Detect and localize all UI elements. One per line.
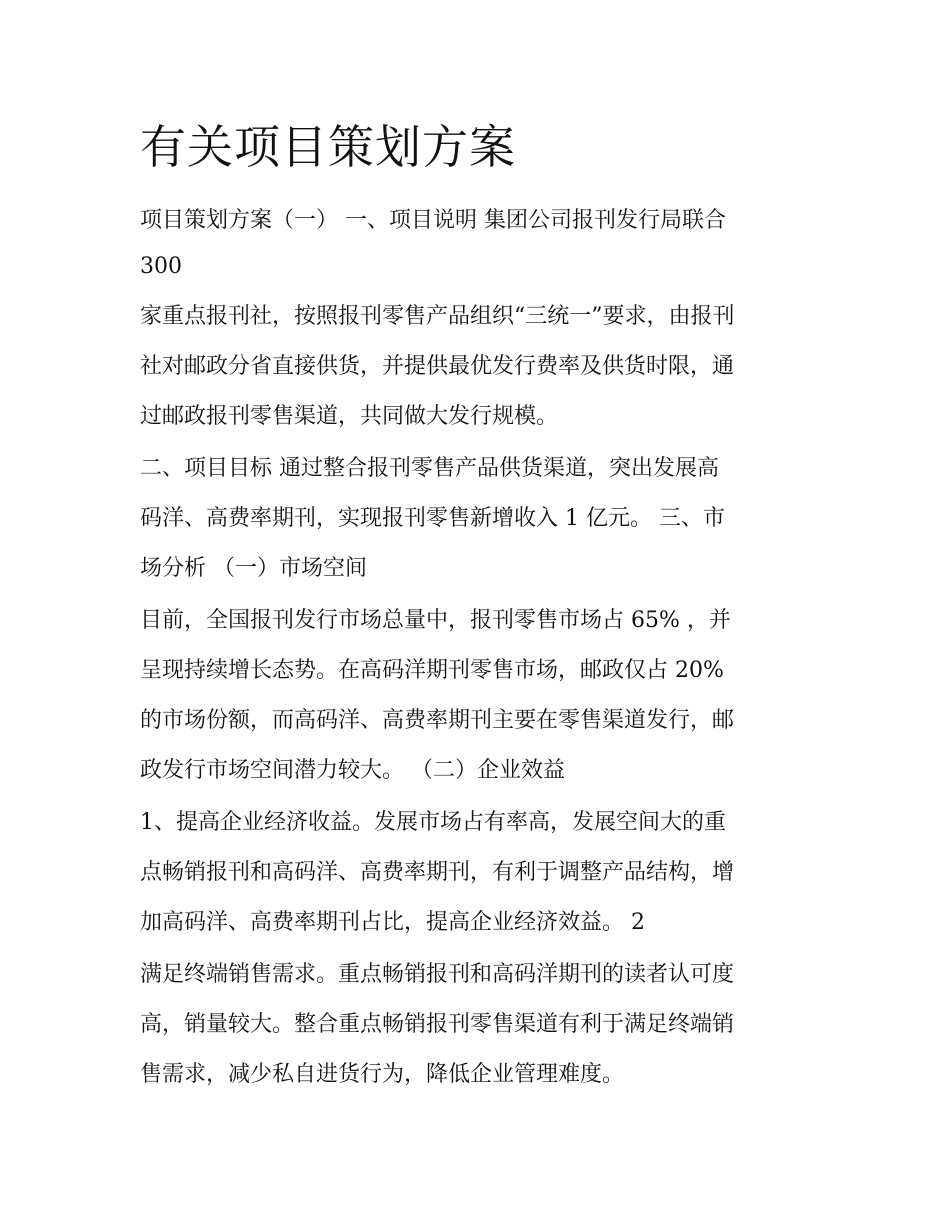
body-line: 社对邮政分省直接供货，并提供最优发行费率及供货时限，通 <box>140 354 735 379</box>
body-line: 点畅销报刊和高码洋、高费率期刊，有利于调整产品结构，增 <box>140 860 735 885</box>
body-line: 家重点报刊社，按照报刊零售产品组织“三统一”要求，由报刊 <box>140 304 735 329</box>
body-line: 300 <box>140 254 182 279</box>
body-line: 1、提高企业经济收益。发展市场占有率高，发展空间大的重 <box>140 810 726 835</box>
body-line: 项目策划方案（一） 一、项目说明 集团公司报刊发行局联合 <box>140 208 726 233</box>
body-line: 二、项目目标 通过整合报刊零售产品供货渠道，突出发展高 <box>140 456 719 481</box>
body-line: 场分析 （一）市场空间 <box>140 556 367 581</box>
body-line: 呈现持续增长态势。在高码洋期刊零售市场，邮政仅占 20% <box>140 658 724 683</box>
body-line: 过邮政报刊零售渠道，共同做大发行规模。 <box>140 404 559 429</box>
body-line: 加高码洋、高费率期刊占比，提高企业经济效益。 2 <box>140 910 645 935</box>
body-line: 码洋、高费率期刊，实现报刊零售新增收入 1 亿元。 三、市 <box>140 506 725 531</box>
document-title: 有关项目策划方案 <box>140 120 516 174</box>
body-line: 售需求，减少私自进货行为，降低企业管理难度。 <box>140 1062 625 1087</box>
body-line: 目前，全国报刊发行市场总量中，报刊零售市场占 65% ，并 <box>140 608 731 633</box>
body-line: 的市场份额，而高码洋、高费率期刊主要在零售渠道发行，邮 <box>140 708 735 733</box>
body-line: 满足终端销售需求。重点畅销报刊和高码洋期刊的读者认可度 <box>140 962 735 987</box>
body-line: 政发行市场空间潜力较大。 （二）企业效益 <box>140 758 565 783</box>
body-line: 高，销量较大。整合重点畅销报刊零售渠道有利于满足终端销 <box>140 1012 735 1037</box>
